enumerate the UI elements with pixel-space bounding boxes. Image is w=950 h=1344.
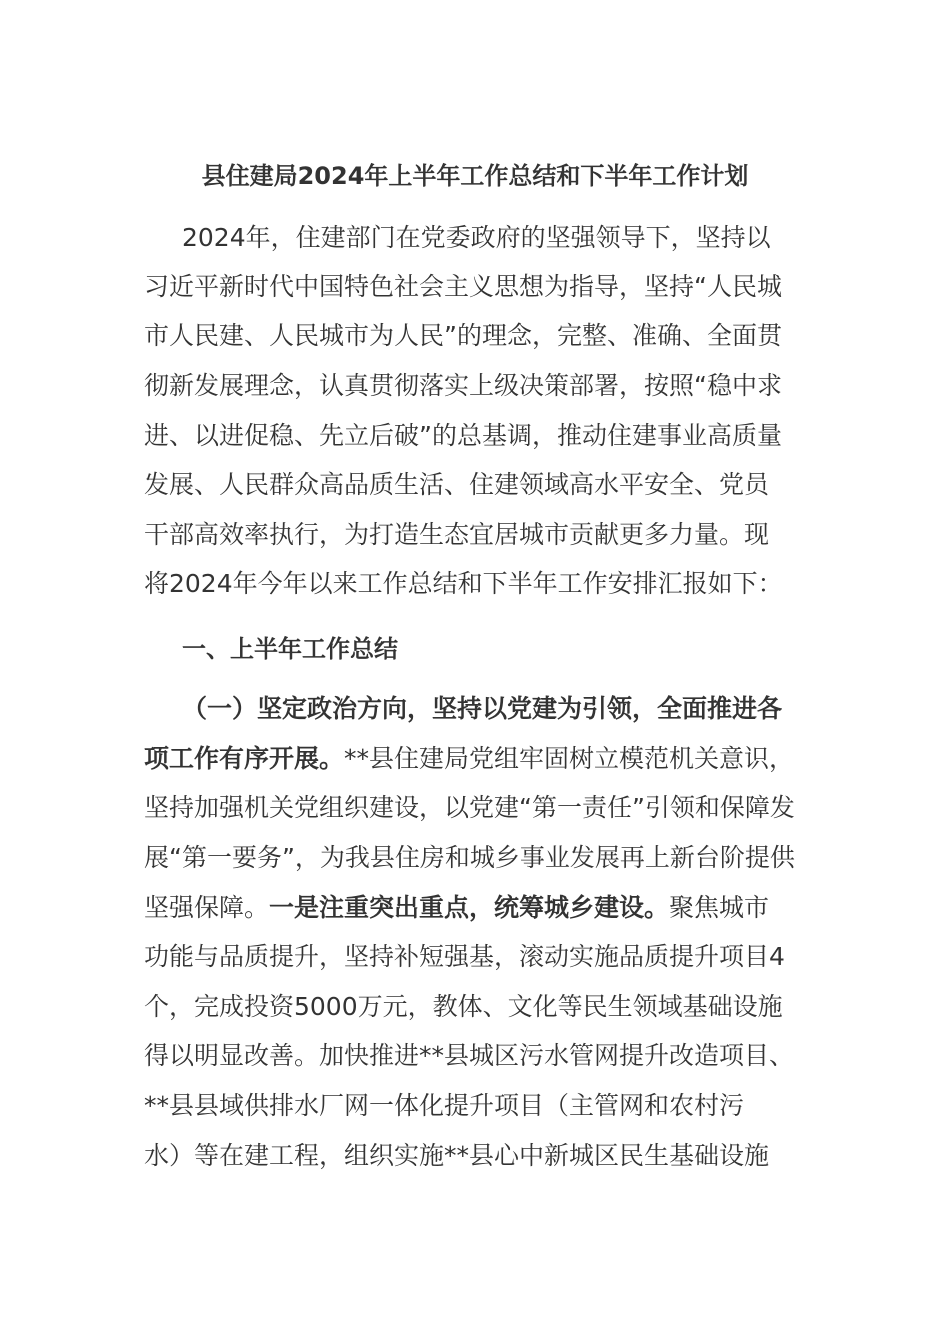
point-one-heading: 一是注重突出重点，统筹城乡建设。 (269, 893, 670, 922)
paragraph-line-5 (144, 890, 769, 926)
paragraph-line-10: 水）等在建工程，组织实施**县心中新城区民生基础设施 (144, 1141, 770, 1170)
intro-line-6: 发展、人民群众高品质生活、住建领域高水平安全、党员 (144, 470, 770, 499)
paragraph-line-4: 展“第一要务”，为我县住房和城乡事业发展再上新台阶提供 (144, 843, 795, 872)
paragraph-line-7: 个，完成投资5000万元，教体、文化等民生领域基础设施 (144, 992, 783, 1021)
paragraph-line-3: 坚持加强机关党组织建设，以党建“第一责任”引领和保障发 (144, 793, 795, 822)
subsection-line-2 (144, 741, 794, 777)
intro-line-1: 2024年，住建部门在党委政府的坚强领导下，坚持以 (182, 223, 771, 252)
paragraph-line-5-start: 坚强保障。 (144, 893, 270, 922)
intro-line-3: 市人民建、人民城市为人民”的理念，完整、准确、全面贯 (144, 321, 782, 350)
section-heading: 一、上半年工作总结 (182, 635, 398, 663)
subsection-heading-line-2: 项工作有序开展。 (144, 744, 345, 773)
intro-line-5: 进、以进促稳、先立后破”的总基调，推动住建事业高质量 (144, 421, 782, 450)
intro-line-4: 彻新发展理念，认真贯彻落实上级决策部署，按照“稳中求 (144, 371, 782, 400)
paragraph-line-5-tail: 聚焦城市 (669, 893, 770, 922)
paragraph-line-9: **县县域供排水厂网一体化提升项目（主管网和农村污 (144, 1091, 745, 1120)
intro-line-2: 习近平新时代中国特色社会主义思想为指导，坚持“人民城 (144, 272, 782, 301)
paragraph-line-6: 功能与品质提升，坚持补短强基，滚动实施品质提升项目4 (144, 942, 785, 971)
intro-line-7: 干部高效率执行，为打造生态宜居城市贡献更多力量。现 (144, 520, 770, 549)
intro-line-8: 将2024年今年以来工作总结和下半年工作安排汇报如下： (144, 569, 783, 598)
subsection-text-line-2: **县住建局党组牢固树立模范机关意识， (344, 744, 795, 773)
paragraph-line-8: 得以明显改善。加快推进**县城区污水管网提升改造项目、 (144, 1041, 795, 1070)
document-title: 县住建局2024年上半年工作总结和下半年工作计划 (201, 162, 749, 190)
subsection-heading-line-1: （一）坚定政治方向，坚持以党建为引领，全面推进各 (182, 694, 783, 723)
